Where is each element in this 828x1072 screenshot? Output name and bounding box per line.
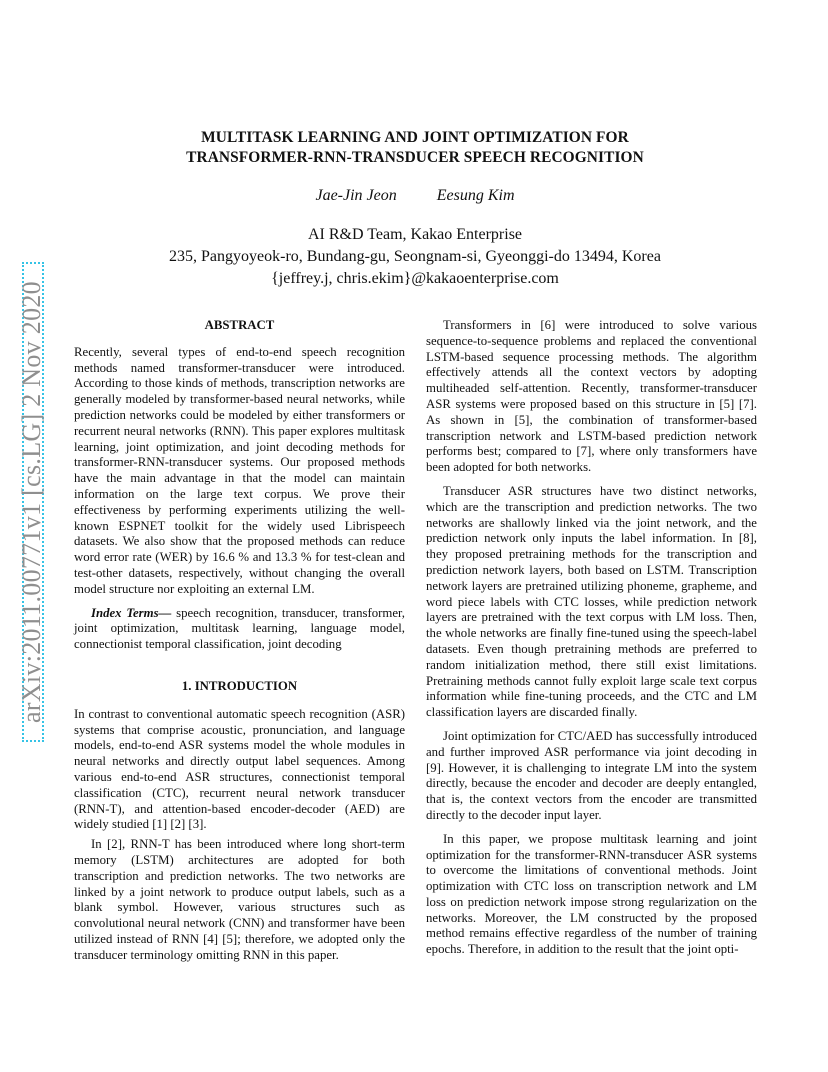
author-list [200, 187, 630, 205]
index-terms-text: speech recognition, transducer, transformer, joint optimization, multitask learning, language model, connectionist temporal classification, joint decoding [74, 605, 405, 652]
introduction-paragraph-1: In contrast to conventional automatic speech recognition (ASR) systems that comprise acoustic, pronunciation, and language models, end-to-end ASR systems model the whole modules in neural networks and directly output label sequences. Among various end-to-end ASR structures, connectionist temporal classification (CTC), recurrent neural network transducer (RNN-T), and attention-based encoder-decoder (AED) are widely studied [1] [2] [3]. [74, 706, 405, 832]
introduction-heading: 1. INTRODUCTION [181, 678, 298, 693]
right-column [426, 318, 757, 958]
affiliation-org: AI R&D Team, Kakao Enterprise [307, 226, 523, 243]
abstract-heading: ABSTRACT [204, 318, 275, 332]
abstract-text: Recently, several types of end-to-end speech recognition methods named transformer-transducer were introduced. According to those kinds of methods, transcription networks are generally modeled by transformer-based neural networks, while prediction networks could be modeled by either transformers or recurrent neural networks (RNN). This paper explores multitask learning, joint optimization, and joint decoding methods for transformer-RNN-transducer systems. Our proposed methods have the main advantage in that the model can maintain information on the large text corpus. We prove their effectiveness by performing experiments utilizing the well-known ESPNET toolkit for the widely used Librispeech datasets. We also show that the proposed methods can reduce word error rate (WER) by 16.6 % and 13.3 % for test-clean and test-other datasets, respectively, without changing the overall model structure nor exploiting an external LM. [74, 344, 405, 596]
left-column [74, 318, 405, 963]
right-paragraph-4: In this paper, we propose multitask learning and joint optimization for the transformer-RNN-transducer ASR systems to overcome the limitations of conventional methods. Joint optimization with CTC loss on transcription network and LM loss on prediction network impose strong regularization on the networks. Moreover, the LM constructed by the proposed method remains effective regardless of the number of training epochs. Therefore, in addition to the result that the joint opti- [426, 831, 757, 957]
index-terms [74, 606, 405, 653]
right-paragraph-2: Transducer ASR structures have two distinct networks, which are the transcription and prediction networks. The two networks are shallowly linked via the joint network, and the prediction network only inputs the label information. In [8], they proposed pretraining methods for the transcription and prediction network layers, both based on LSTM. Transcription network layers are pretrained utilizing phoneme, grapheme, and word piece labels with CTC losses, while prediction network layers are pretrained with the text corpus with LM loss. Then, the whole networks are finally fine-tuned using the speech-label datasets. Even though pretraining methods are preferred to random initialization method, there still exist limitations. Pretraining methods cannot fully exploit large scale text corpus information while fine-tuning proceeds, and the CTC and LM classification layers are discarded finally. [426, 483, 757, 720]
right-paragraph-1: Transformers in [6] were introduced to solve various sequence-to-sequence problems and replaced the conventional LSTM-based sequence processing methods. The algorithm effectively attends all the context vectors by adopting multiheaded self-attention. Recently, transformer-transducer ASR systems were proposed based on this structure in [5] [7]. As shown in [5], the combination of transformer-based transcription network and LSTM-based prediction network performs best; compared to [7], where only transformers have been adopted for both networks. [426, 318, 757, 475]
title-line-1: MULTITASK LEARNING AND JOINT OPTIMIZATION FOR [201, 129, 629, 146]
title-line-2: TRANSFORMER-RNN-TRANSDUCER SPEECH RECOGNITION [186, 149, 644, 166]
index-terms-label: Index Terms— [91, 605, 172, 620]
author-1: Jae-Jin Jeon [315, 187, 397, 204]
paper-title [150, 128, 680, 168]
right-paragraph-3: Joint optimization for CTC/AED has successfully introduced and further improved ASR performance via joint decoding in [9]. However, it is challenging to integrate LM into the system directly, because the encoder and decoder are deeply entangled, that is, the context vectors from the encoder are transmitted directly to the decoder input layer. [426, 728, 757, 822]
affiliation-email: {jeffrey.j, chris.ekim}@kakaoenterprise.com [271, 270, 559, 287]
author-2: Eesung Kim [436, 187, 515, 204]
affiliation [120, 224, 710, 290]
arxiv-stamp[interactable] [12, 262, 52, 742]
arxiv-identifier: arXiv:2011.00771v1 [cs.LG] 2 Nov 2020 [17, 281, 46, 723]
affiliation-address: 235, Pangyoyeok-ro, Bundang-gu, Seongnam-si, Gyeonggi-do 13494, Korea [169, 248, 661, 265]
introduction-paragraph-2: In [2], RNN-T has been introduced where long short-term memory (LSTM) architectures are adopted for both transcription and prediction networks. The two networks are linked by a joint network to produce output labels, such as a blank symbol. However, various structures such as convolutional neural network (CNN) and transformer have been utilized instead of RNN [4] [5]; therefore, we adopted only the transducer terminology omitting RNN in this paper. [74, 837, 405, 962]
